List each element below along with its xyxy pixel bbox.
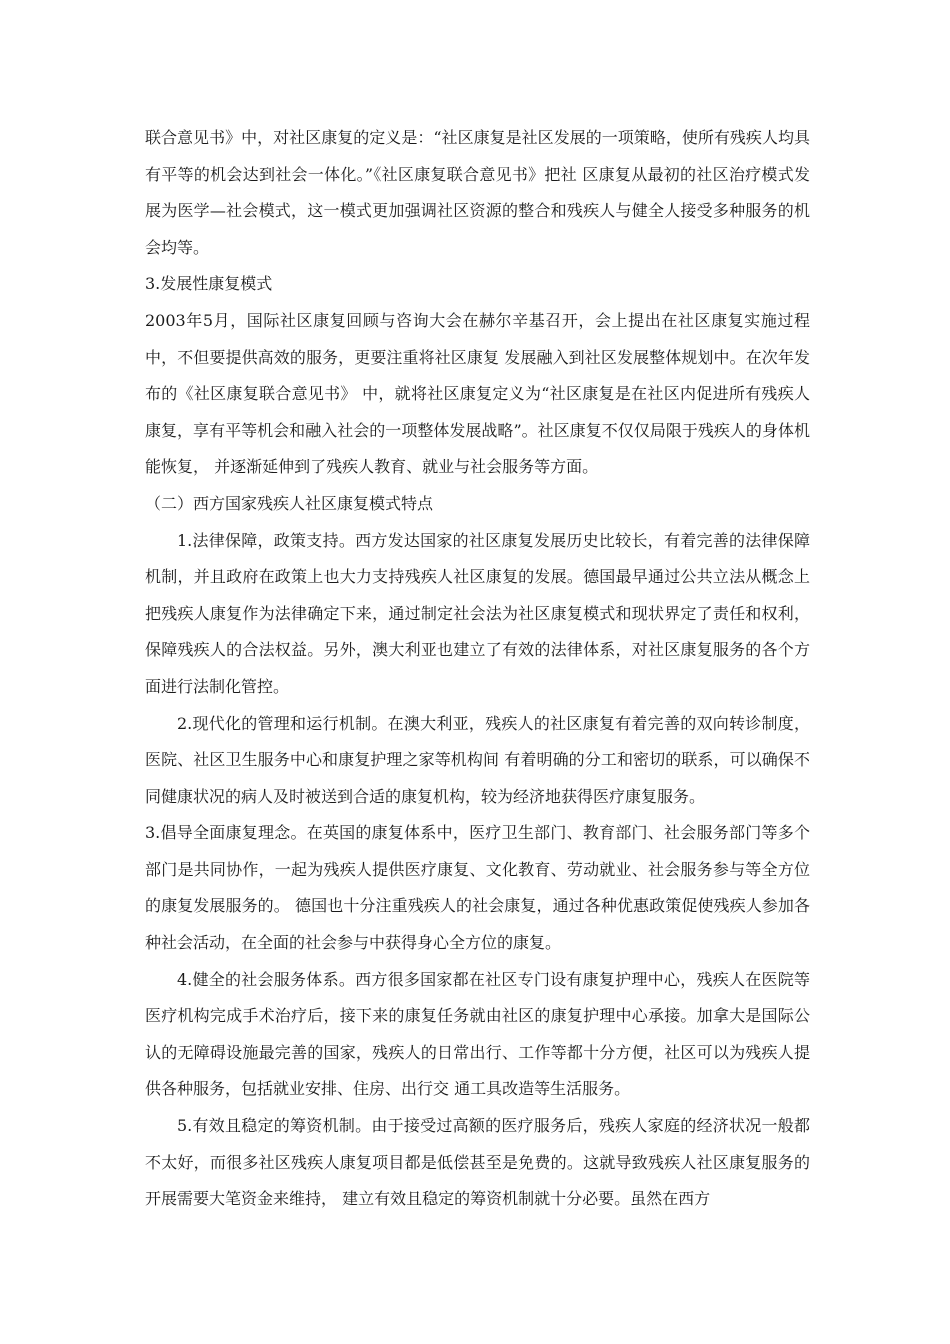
paragraph-community-rehab-definition: 联合意见书》中，对社区康复的定义是：“社区康复是社区发展的一项策略，使所有残疾人均具有平等的机会达到社会一体化。”《社区康复联合意见书》把社 区康复从最初的社区治疗模式发展为医学—社会模式，这一模式更加强调社区资源的整合和残疾人与健全人接受多种服务的机会均等。 [145,128,810,257]
paragraph-2003-conference: 2003年5月，国际社区康复回顾与咨询大会在赫尔辛基召开，会上提出在社区康复实施过程中，不但要提供高效的服务，更要注重将社区康复 发展融入到社区发展整体规划中。在次年发布的《社区康复联合意见书》 中，就将社区康复定义为“社区康复是在社区内促进所有残疾人康复，享有平等机会和融入社会的一项整体发展战略”。社区康复不仅仅局限于残疾人的身体机能恢复， 并逐渐延伸到了残疾人教育、就业与社会服务等方面。 [145,310,810,477]
document-body [145,120,810,1218]
paragraph-legal-guarantee: 1.法律保障，政策支持。西方发达国家的社区康复发展历史比较长，有着完善的法律保障机制，并且政府在政策上也大力支持残疾人社区康复的发展。德国最早通过公共立法从概念上把残疾人康复作为法律确定下来，通过制定社会法为社区康复模式和现状界定了责任和权利，保障残疾人的合法权益。另外，澳大利亚也建立了有效的法律体系，对社区康复服务的各个方面进行法制化管控。 [145,530,810,696]
paragraph-social-service-system: 4.健全的社会服务体系。西方很多国家都在社区专门设有康复护理中心，残疾人在医院等医疗机构完成手术治疗后，接下来的康复任务就由社区的康复护理中心承接。加拿大是国际公认的无障碍设施最完善的国家，残疾人的日常出行、工作等都十分方便，社区可以为残疾人提供各种服务，包括就业安排、住房、出行交 通工具改造等生活服务。 [145,969,810,1099]
paragraph-comprehensive-rehab: 3.倡导全面康复理念。在英国的康复体系中，医疗卫生部门、教育部门、社会服务部门等多个部门是共同协作，一起为残疾人提供医疗康复、文化教育、劳动就业、社会服务参与等全方位的康复发展服务的。 德国也十分注重残疾人的社会康复，通过各种优惠政策促使残疾人参加各种社会活动，在全面的社会参与中获得身心全方位的康复。 [145,823,810,953]
heading-developmental-rehab-model: 3.发展性康复模式 [145,274,273,294]
paragraph-funding-mechanism: 5.有效且稳定的筹资机制。由于接受过高额的医疗服务后，残疾人家庭的经济状况一般都不太好，而很多社区残疾人康复项目都是低偿甚至是免费的。这就导致残疾人社区康复服务的开展需要大笔资金来维持， 建立有效且稳定的筹资机制就十分必要。虽然在西方 [145,1116,810,1209]
heading-western-model-features: （二）西方国家残疾人社区康复模式特点 [145,493,434,513]
paragraph-modern-management: 2.现代化的管理和运行机制。在澳大利亚，残疾人的社区康复有着完善的双向转诊制度，医院、社区卫生服务中心和康复护理之家等机构间 有着明确的分工和密切的联系，可以确保不同健康状况的病人及时被送到合适的康复机构，较为经济地获得医疗康复服务。 [145,713,810,806]
